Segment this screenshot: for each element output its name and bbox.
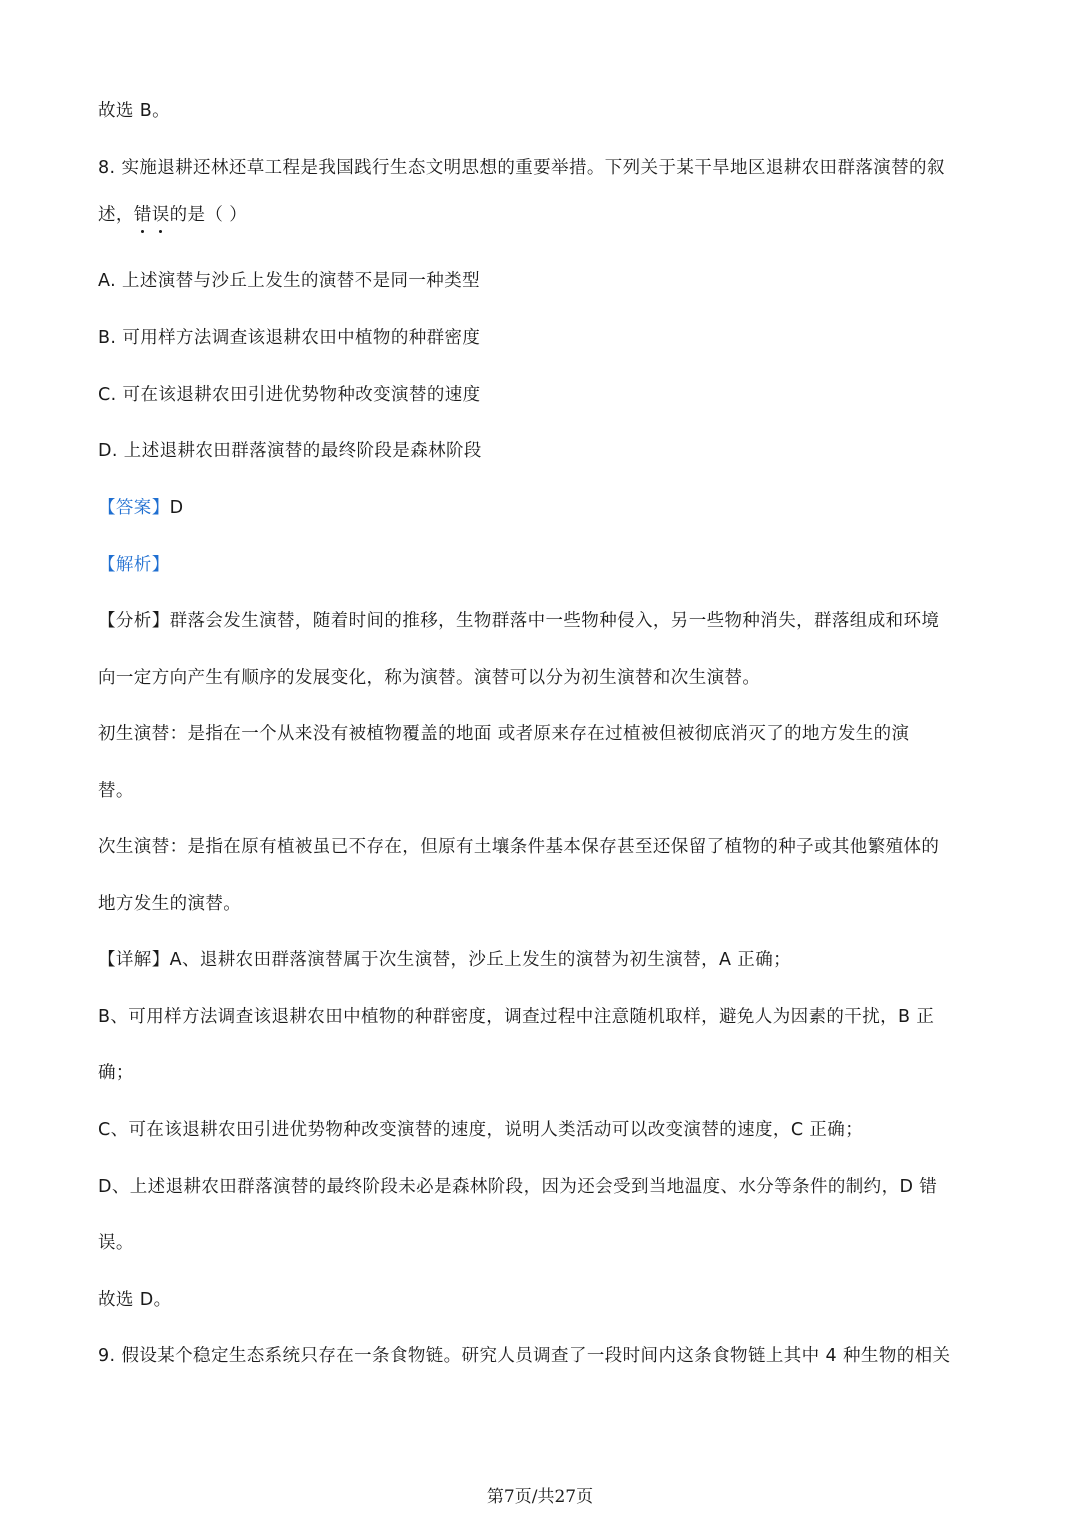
emphasis-char: 误 — [151, 205, 170, 225]
definition-secondary-cont: 地方发生的演替。 — [98, 894, 242, 914]
option-a: A. 上述演替与沙丘上发生的演替不是同一种类型 — [98, 271, 480, 291]
detail-c: C、可在该退耕农田引进优势物种改变演替的速度，说明人类活动可以改变演替的速度，C 正确； — [98, 1120, 864, 1140]
page-number: 第7页/共27页 — [486, 1487, 594, 1507]
detail-a: 【详解】A、退耕农田群落演替属于次生演替，沙丘上发生的演替为初生演替，A 正确； — [98, 950, 792, 970]
definition-primary: 初生演替：是指在一个从来没有被植物覆盖的地面 或者原来存在过植被但被彻底消灭了的地方发生的演 — [98, 724, 910, 744]
analysis-paragraph: 向一定方向产生有顺序的发展变化，称为演替。演替可以分为初生演替和次生演替。 — [98, 668, 761, 688]
emphasis-char: 错 — [133, 205, 152, 225]
option-d: D. 上述退耕农田群落演替的最终阶段是森林阶段 — [98, 441, 482, 461]
text-line: 故选 B。 — [98, 101, 171, 121]
answer-label: 【答案】 — [98, 498, 170, 518]
stem-text: 的是（ ） — [169, 205, 248, 225]
detail-d-cont: 误。 — [98, 1233, 134, 1253]
detail-d: D、上述退耕农田群落演替的最终阶段未必是森林阶段，因为还会受到当地温度、水分等条件的制约，D 错 — [98, 1177, 938, 1197]
answer-line — [98, 496, 184, 520]
final-choice: 故选 D。 — [98, 1290, 172, 1310]
analysis-heading: 【解析】 — [98, 555, 170, 575]
analysis-paragraph: 【分析】群落会发生演替，随着时间的推移，生物群落中一些物种侵入，另一些物种消失，群落组成和环境 — [98, 611, 940, 631]
option-b: B. 可用样方法调查该退耕农田中植物的种群密度 — [98, 328, 481, 348]
question-9-stem: 9. 假设某个稳定生态系统只存在一条食物链。研究人员调查了一段时间内这条食物链上其中 4 种生物的相关 — [98, 1346, 951, 1366]
question-8-stem: 8. 实施退耕还林还草工程是我国践行生态文明思想的重要举措。下列关于某干旱地区退耕农田群落演替的叙 — [98, 158, 945, 178]
answer-value: D — [169, 498, 184, 518]
stem-text: 述， — [98, 205, 134, 225]
detail-b: B、可用样方法调查该退耕农田中植物的种群密度，调查过程中注意随机取样，避免人为因素的干扰，B 正 — [98, 1007, 935, 1027]
definition-secondary: 次生演替：是指在原有植被虽已不存在，但原有土壤条件基本保存甚至还保留了植物的种子或其他繁殖体的 — [98, 837, 940, 857]
detail-b-cont: 确； — [98, 1063, 134, 1083]
question-8-stem-cont — [98, 203, 247, 227]
definition-primary-cont: 替。 — [98, 781, 134, 801]
option-c: C. 可在该退耕农田引进优势物种改变演替的速度 — [98, 385, 481, 405]
